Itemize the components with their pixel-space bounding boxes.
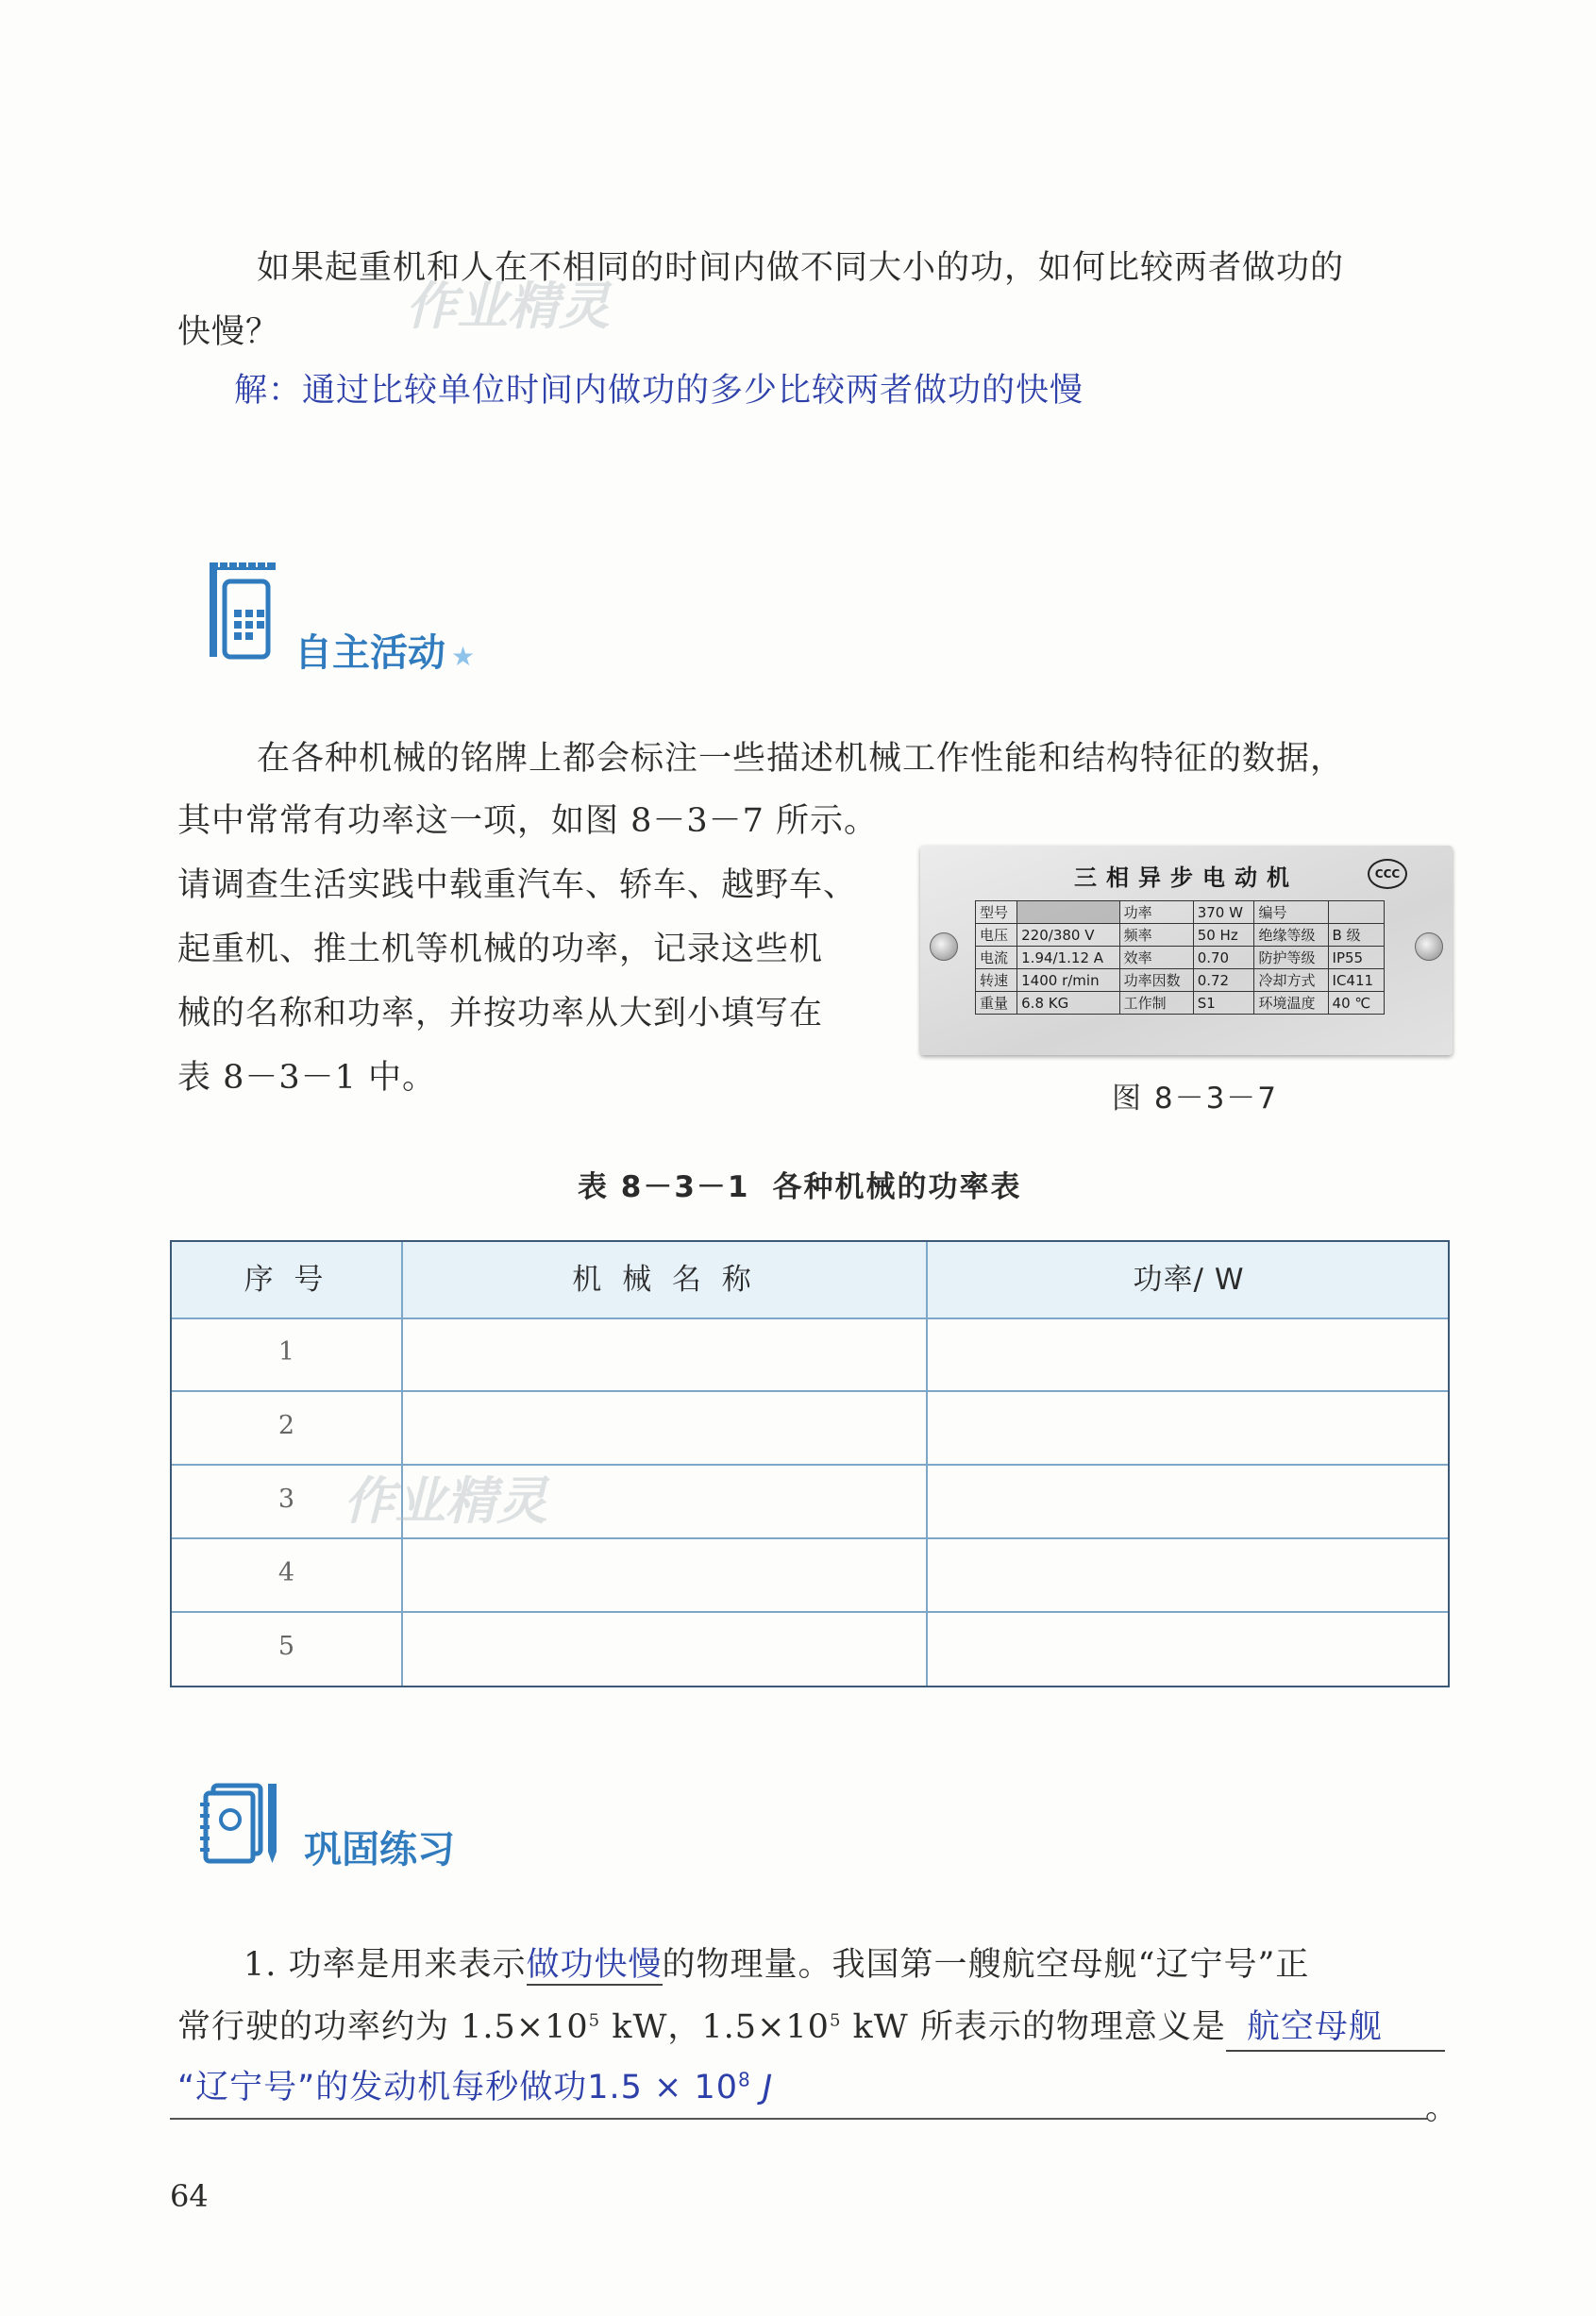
page-number: 64 <box>170 2178 209 2214</box>
figure-caption: 图 8－3－7 <box>1112 1082 1279 1116</box>
q2-tail: kW 所表示的物理意义是 <box>841 2008 1226 2046</box>
nameplate-cell: 效率 <box>1119 947 1193 969</box>
nameplate-specs <box>975 900 1385 1015</box>
q2-sup: 5 <box>588 2010 601 2031</box>
nameplate-row <box>976 924 1385 947</box>
intro-question-line2: 快慢？ <box>177 313 280 351</box>
table-row-index: 2 <box>277 1411 295 1440</box>
watermark: 作业精灵 <box>344 1471 547 1531</box>
activity-text-5: 械的名称和功率，并按功率从大到小填写在 <box>177 995 824 1032</box>
q1-fill-answer: 做功快慢 <box>526 1946 663 1984</box>
intro-question-line1: 如果起重机和人在不相同的时间内做不同大小的功，如何比较两者做功的 <box>257 249 1345 287</box>
nameplate-cell: 1.94/1.12 A <box>1017 947 1119 969</box>
q1-mid: 的物理量。我国第一艘航空母舰“辽宁号”正 <box>662 1946 1310 1984</box>
nameplate-cell: 40 ℃ <box>1328 992 1384 1015</box>
nameplate-row <box>976 901 1385 924</box>
nameplate-cell: 编号 <box>1254 901 1328 924</box>
q2-fill-answer: 航空母舰 <box>1226 2006 1445 2052</box>
nameplate-cell: 转速 <box>976 969 1017 992</box>
q3-unit: J <box>750 2069 774 2106</box>
nameplate-cell: 重量 <box>976 992 1017 1015</box>
nameplate-row <box>976 947 1385 969</box>
activity-text-4: 起重机、推土机等机械的功率，记录这些机 <box>177 931 824 968</box>
star-icon: ★ <box>451 641 476 672</box>
nameplate-cell: IP55 <box>1328 947 1384 969</box>
nameplate-cell: 电压 <box>976 924 1017 947</box>
nameplate-cell: IC411 <box>1328 969 1384 992</box>
nameplate-cell: 型号 <box>976 901 1017 924</box>
nameplate-cell: 频率 <box>1119 924 1193 947</box>
nameplate-cell <box>1017 901 1119 924</box>
activity-text-1: 在各种机械的铭牌上都会标注一些描述机械工作性能和结构特征的数据， <box>257 740 1345 778</box>
activity-title: 自主活动 <box>294 631 445 675</box>
q3-end: 。 <box>1425 2089 1460 2127</box>
table-row-index: 3 <box>277 1485 295 1514</box>
q2-text: 常行驶的功率约为 1.5×10 <box>177 2008 589 2046</box>
nameplate-cell <box>1328 901 1384 924</box>
col-header-index: 序 号 <box>244 1263 329 1297</box>
intro-answer: 解：通过比较单位时间内做功的多少比较两者做功的快慢 <box>234 372 1084 410</box>
nameplate-title: 三相异步电动机 <box>1074 864 1299 891</box>
q1-prefix: 1. 功率是用来表示 <box>244 1946 527 1984</box>
table-row-index: 5 <box>277 1632 295 1661</box>
nameplate-cell: 1400 r/min <box>1017 969 1119 992</box>
row-divider <box>172 1390 1448 1392</box>
nameplate-cell: B 级 <box>1328 924 1384 947</box>
practice-title: 巩固练习 <box>304 1828 455 1871</box>
practice-q1-line2 <box>177 2006 1445 2052</box>
nameplate-cell: 50 Hz <box>1193 924 1254 947</box>
q2-mid: kW，1.5×10 <box>600 2008 830 2046</box>
motor-nameplate-photo <box>920 846 1453 1055</box>
table-row-index: 1 <box>277 1337 295 1367</box>
q3-sup: 8 <box>738 2068 751 2091</box>
nameplate-cell: 0.72 <box>1193 969 1254 992</box>
nameplate-cell: 功率因数 <box>1119 969 1193 992</box>
screw-left-icon <box>930 932 958 961</box>
nameplate-cell: 电流 <box>976 947 1017 969</box>
table-row-index: 4 <box>277 1558 295 1587</box>
nameplate-cell: S1 <box>1193 992 1254 1015</box>
table-number: 表 8－3－1 <box>578 1170 750 1204</box>
table-title <box>578 1163 1022 1205</box>
row-divider <box>172 1611 1448 1613</box>
nameplate-cell: 工作制 <box>1119 992 1193 1015</box>
col-header-power: 功率/ W <box>1133 1263 1245 1297</box>
nameplate-row <box>976 992 1385 1015</box>
activity-text-2: 其中常常有功率这一项，如图 8－3－7 所示。 <box>177 802 879 840</box>
practice-q1-line3 <box>177 2067 773 2110</box>
q3-fill-answer: “辽宁号”的发动机每秒做功1.5 × 10 <box>177 2069 739 2106</box>
nameplate-cell: 6.8 KG <box>1017 992 1119 1015</box>
watermark: 作业精灵 <box>406 277 610 336</box>
practice-q1-line1 <box>244 1944 1309 1988</box>
table-caption: 各种机械的功率表 <box>772 1170 1022 1204</box>
nameplate-cell: 370 W <box>1193 901 1254 924</box>
nameplate-cell: 0.70 <box>1193 947 1254 969</box>
nameplate-cell: 功率 <box>1119 901 1193 924</box>
row-divider <box>172 1537 1448 1539</box>
activity-text-6: 表 8－3－1 中。 <box>177 1059 437 1097</box>
ccc-logo: CCC <box>1368 859 1407 889</box>
col-header-name: 机 械 名 称 <box>572 1263 757 1297</box>
screw-right-icon <box>1415 932 1443 961</box>
answer-blank-line <box>170 2118 1427 2120</box>
nameplate-cell: 220/380 V <box>1017 924 1119 947</box>
nameplate-cell: 绝缘等级 <box>1254 924 1328 947</box>
ruler-phone-icon <box>196 559 287 664</box>
activity-heading <box>294 623 475 677</box>
q2-sup2: 5 <box>829 2010 842 2031</box>
activity-text-3: 请调查生活实践中载重汽车、轿车、越野车、 <box>177 866 858 904</box>
notebook-pencil-icon <box>196 1776 287 1871</box>
nameplate-row <box>976 969 1385 992</box>
nameplate-cell: 防护等级 <box>1254 947 1328 969</box>
nameplate-cell: 冷却方式 <box>1254 969 1328 992</box>
nameplate-cell: 环境温度 <box>1254 992 1328 1015</box>
